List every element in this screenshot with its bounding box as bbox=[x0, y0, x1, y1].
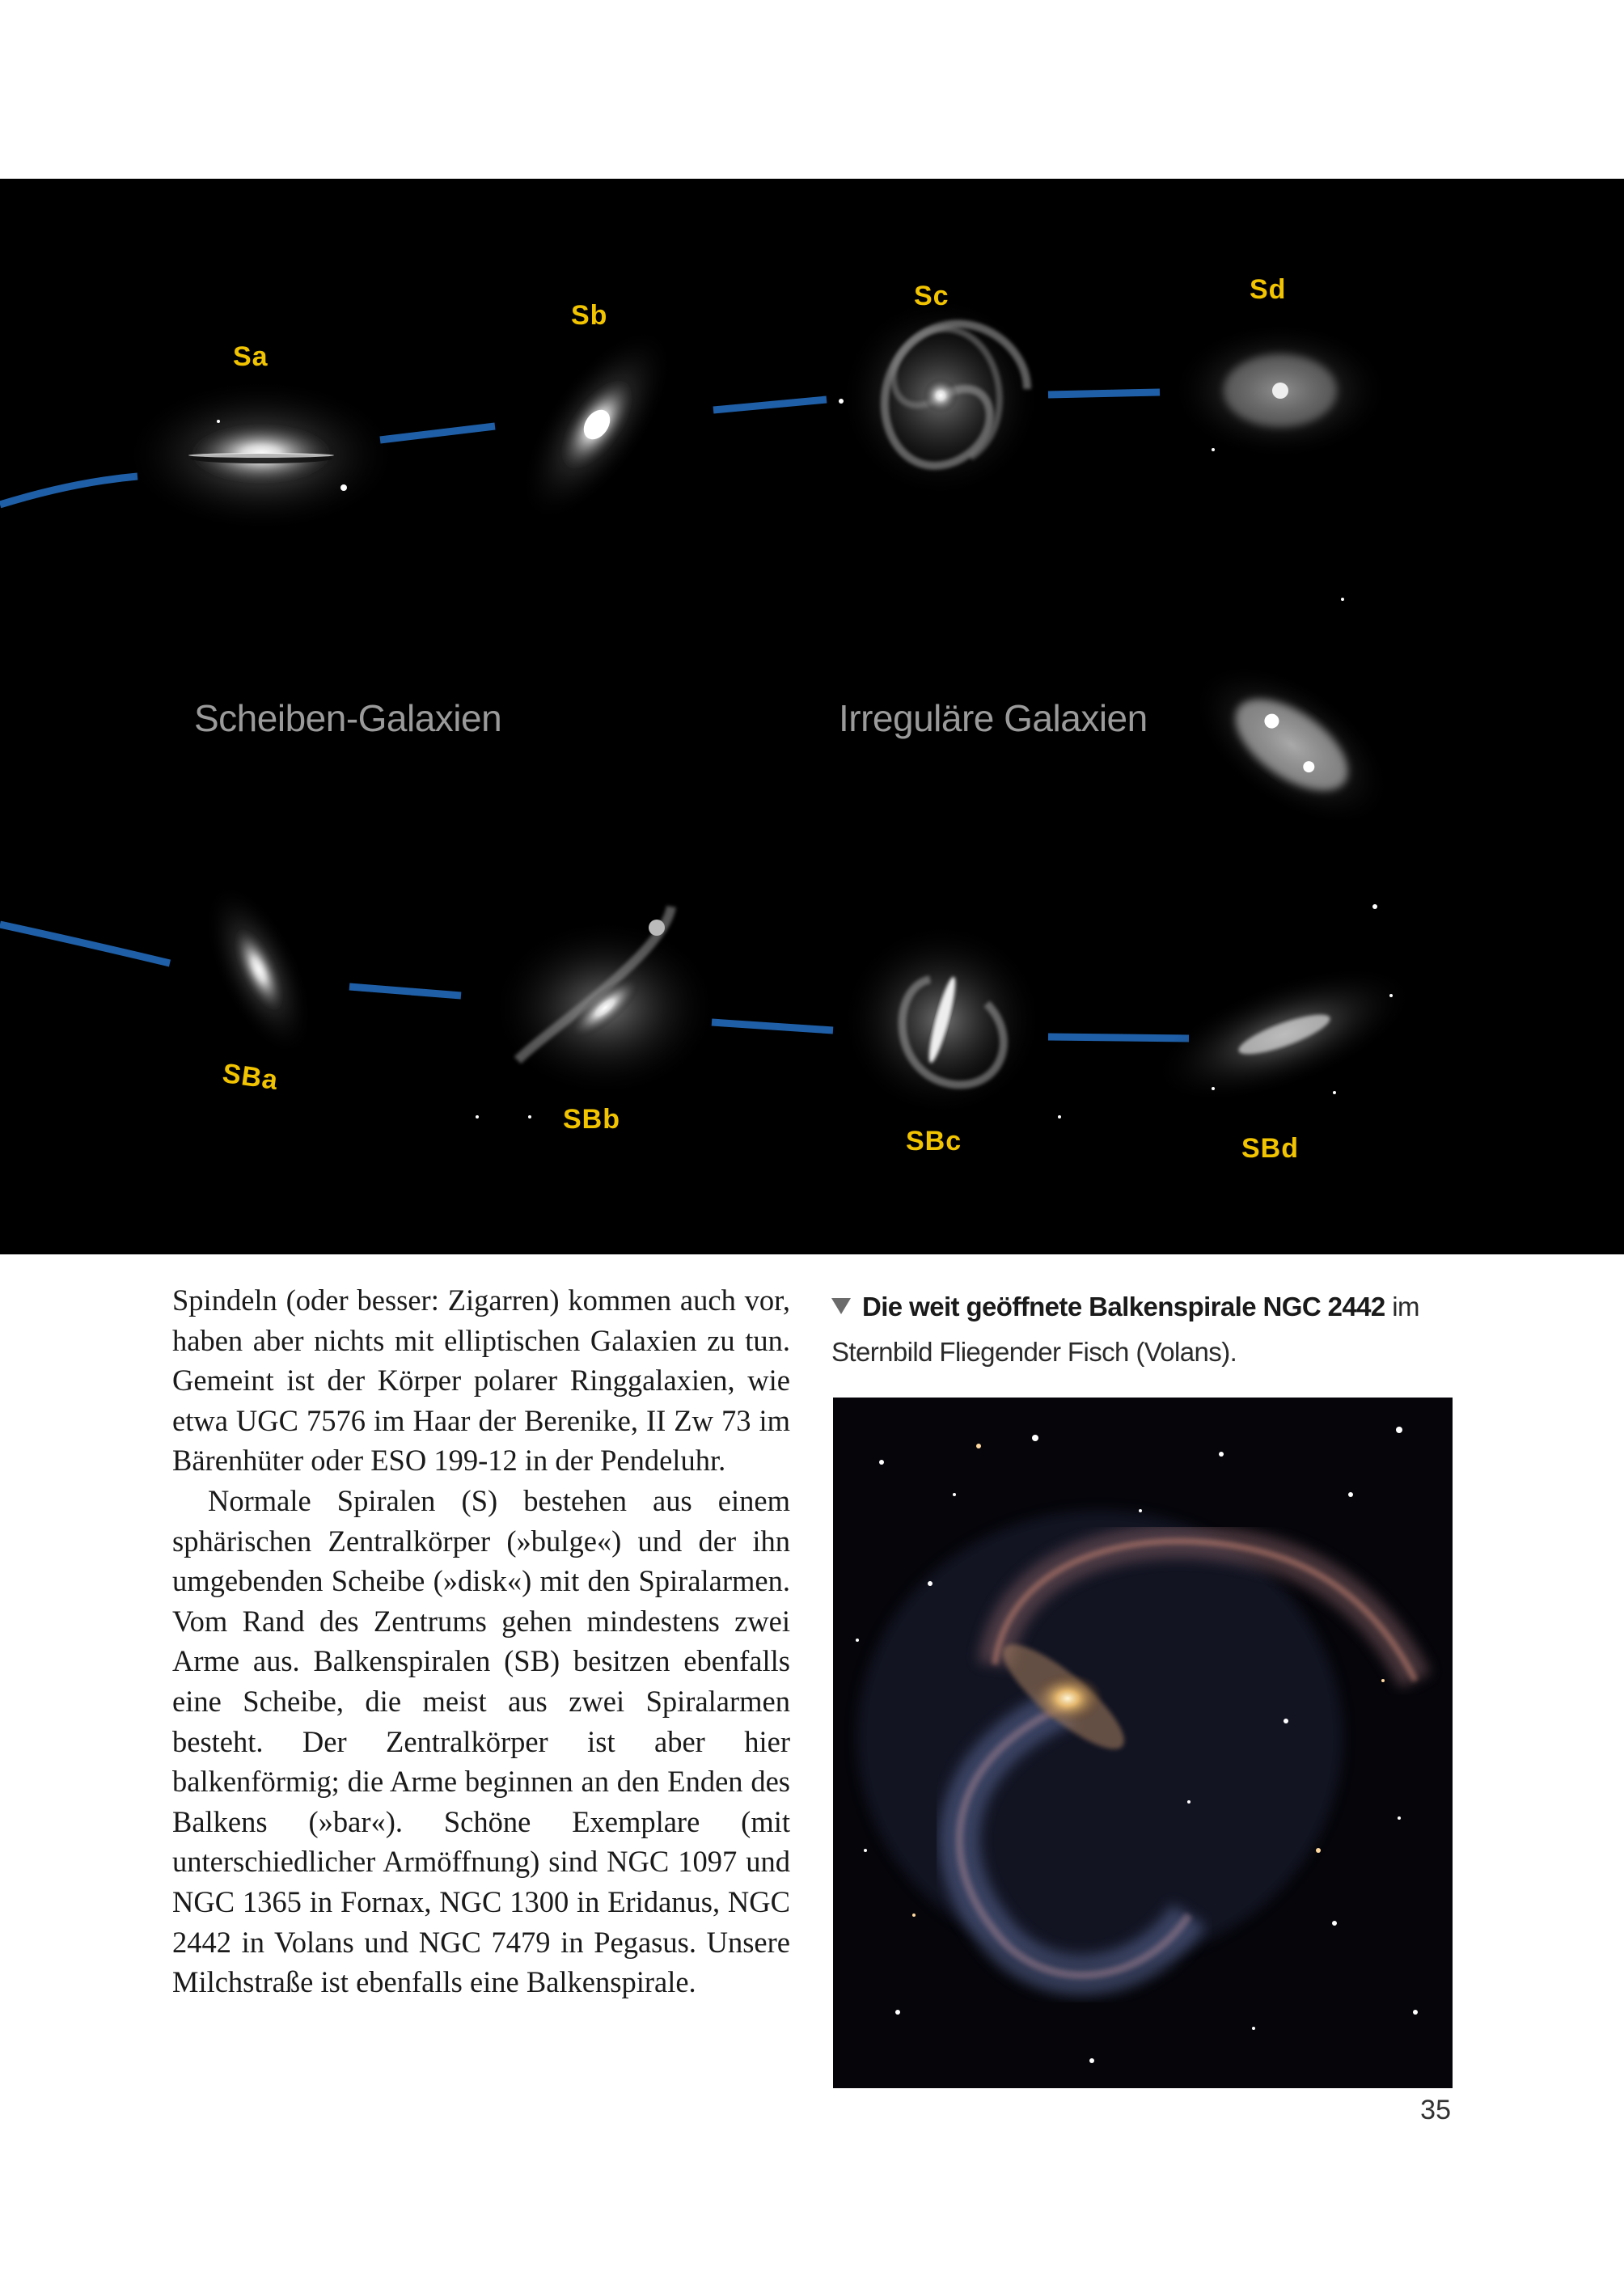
group-label-irregular: Irreguläre Galaxien bbox=[839, 697, 1148, 739]
photo-caption bbox=[831, 1284, 1478, 1375]
ngc-2442-photo bbox=[833, 1398, 1453, 2088]
ngc-2442-art bbox=[833, 1398, 1453, 2088]
label-sd: Sd bbox=[1250, 274, 1287, 305]
paragraph-1: Spindeln (oder besser: Zigarren) kommen auch vor, haben aber nichts mit elliptischen Galaxien zu tun. Gemeint ist der Körper polarer Ringgalaxien, wie etwa UGC 7576 im Haar der Berenike, II Zw 73 im Bärenhüter oder ESO 199-12 in der Pendeluhr. bbox=[172, 1283, 790, 1478]
galaxy-sa-image bbox=[124, 378, 399, 532]
label-sc: Sc bbox=[914, 281, 949, 311]
galaxy-sb-image bbox=[493, 304, 702, 545]
galaxy-sbd-image bbox=[1137, 938, 1432, 1131]
label-sbd: SBd bbox=[1241, 1133, 1299, 1164]
body-text bbox=[172, 1280, 790, 2002]
group-label-disk: Scheiben-Galaxien bbox=[194, 697, 502, 739]
label-sbc: SBc bbox=[906, 1126, 962, 1157]
caption-bold: Die weit geöffnete Balkenspirale NGC 2442 bbox=[862, 1292, 1385, 1321]
label-sa: Sa bbox=[233, 341, 269, 372]
label-sbb: SBb bbox=[563, 1104, 620, 1135]
label-sb: Sb bbox=[571, 300, 608, 331]
galaxy-sba-image bbox=[183, 869, 335, 1072]
galaxy-classification-figure bbox=[0, 179, 1624, 1254]
galaxy-sd-image bbox=[1171, 322, 1389, 459]
galaxy-sc-image bbox=[839, 296, 1042, 498]
galaxy-sbb-image bbox=[492, 907, 718, 1097]
page-number: 35 bbox=[1420, 2095, 1451, 2125]
galaxy-irregular-image bbox=[1164, 630, 1419, 859]
galaxy-sbc-image bbox=[841, 923, 1043, 1117]
label-sba: SBa bbox=[220, 1058, 281, 1097]
paragraph-2: Normale Spiralen (S) bestehen aus einem sphärischen Zentralkörper (»bulge«) und der ihn umgebenden Scheibe (»disk«) mit den Spiralarmen. Vom Rand des Zentrums gehen mindestens zwei Arme aus. Balkenspiralen (SB) besitzen ebenfalls eine Scheibe, die meist aus zwei Spiralarmen besteht. Der Zentralkörper ist aber hier balkenförmig; die Arme beginnen an den Enden des Balkens (»bar«). Schöne Exemplare (mit unterschiedlicher Armöffnung) sind NGC 1097 und NGC 1365 in Fornax, NGC 1300 in Eridanus, NGC 2442 in Volans und NGC 7479 in Pegasus. Unsere Milchstraße ist ebenfalls eine Balkenspirale. bbox=[172, 1483, 790, 1999]
caption-triangle-icon bbox=[831, 1298, 851, 1314]
caption-rest: im Sternbild Fliegender Fisch (Volans). bbox=[831, 1292, 1419, 1367]
